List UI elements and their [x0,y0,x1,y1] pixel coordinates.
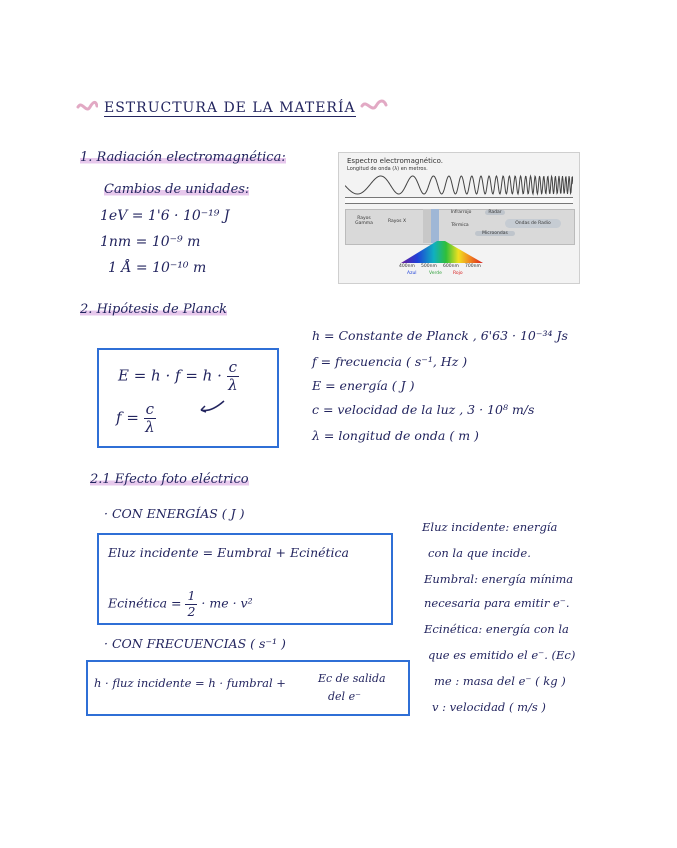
band-gamma: Rayos Gamma [355,216,373,226]
planck-formula-2: f = $\frac{c}{\lambda}$ [116,400,155,436]
units-subheading: Cambios de unidades: [104,182,250,197]
scale-bar [345,197,573,204]
color-label-red: Rojo [453,271,463,276]
band-thermal: Térmica [451,223,469,228]
band-radio: Ondas de Radio [505,219,561,228]
band-microwave: Microondas [475,231,515,236]
legend-c: c = velocidad de la luz , 3 · 10⁸ m/s [312,402,535,417]
note-line-8: v : velocidad ( m/s ) [432,700,546,714]
band-x: Rayos X [387,219,407,224]
arrow-doodle-icon [198,398,228,414]
kinetic-energy-equation: Ecinética = $\frac{1}{2}$ · me · v² [108,588,253,619]
color-label-blue: Azul [407,271,417,276]
energy-equation: Eluz incidente = Eumbral + Ecinética [108,545,349,560]
right-swirl-decoration [360,98,388,114]
nm-label-700: 700nm [465,264,481,269]
frequency-equation: h · fluz incidente = h · fumbral + [94,676,286,690]
frequency-equation-ec-2: del e⁻ [328,690,361,703]
note-line-3: Eumbral: energía mínima [424,572,574,586]
note-line-7: me : masa del e⁻ ( kg ) [434,674,566,688]
nm-label-600: 600nm [443,264,459,269]
nm-label-400: 400nm [399,264,415,269]
planck-formula-1: E = h · f = h · $\frac{c}{\lambda}$ [118,358,238,394]
section-2-1-heading: 2.1 Efecto foto eléctrico [90,472,249,487]
section-2-heading: 2. Hipótesis de Planck [80,302,228,317]
spectrum-title: Espectro electromagnético. [347,157,444,165]
band-visible-box [431,209,439,243]
frequency-equation-ec: Ec de salida [318,672,386,685]
note-line-2: con la que incide. [428,546,531,560]
page-title: ESTRUCTURA DE LA MATERÍA [104,100,356,116]
electromagnetic-spectrum-figure [338,152,580,284]
band-infrared: Infrarrojo [450,210,472,215]
legend-e: E = energía ( J ) [312,378,415,393]
legend-h: h = Constante de Planck , 6'63 · 10⁻³⁴ Js [312,328,568,343]
bullet-frequencies: · CON FRECUENCIAS ( s⁻¹ ) [104,636,286,651]
note-line-1: Eluz incidente: energía [422,520,558,534]
color-label-green: Verde [429,271,442,276]
spectrum-subtitle: Longitud de onda (λ) en metros. [347,166,428,172]
legend-f: f = frecuencia ( s⁻¹, Hz ) [312,354,468,369]
left-swirl-decoration [76,100,98,114]
bullet-energies: · CON ENERGÍAS ( J ) [104,506,245,521]
band-uv-box [423,209,431,243]
wave-graphic [345,173,573,197]
note-line-5: Ecinética: energía con la [424,622,569,636]
unit-line-ev: 1eV = 1'6 · 10⁻¹⁹ J [100,208,230,224]
section-1-heading: 1. Radiación electromagnética: [80,150,286,165]
note-line-4: necesaria para emitir e⁻. [424,596,570,610]
nm-label-500: 500nm [421,264,437,269]
unit-line-nm: 1nm = 10⁻⁹ m [100,234,201,250]
legend-lambda: λ = longitud de onda ( m ) [312,428,479,443]
unit-line-angstrom: 1 Å = 10⁻¹⁰ m [108,260,207,276]
band-radar: Radar [485,210,505,215]
note-line-6: que es emitido el e⁻. (Ec) [428,648,576,662]
